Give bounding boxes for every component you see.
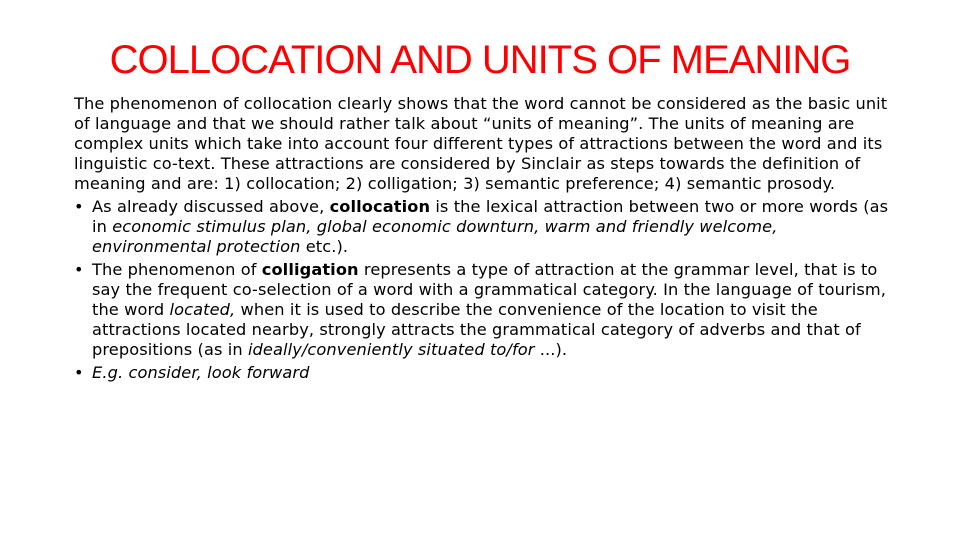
bullet-text: etc.). xyxy=(300,237,349,256)
collocation-examples: economic stimulus plan, global economic downturn, warm and friendly welcome, environmental protection xyxy=(92,217,778,256)
bullet-examples xyxy=(74,363,894,383)
slide-title: COLLOCATION AND UNITS OF MEANING xyxy=(109,38,851,82)
bullet-list xyxy=(74,197,894,383)
bullet-text: As already discussed above, xyxy=(92,197,330,216)
bullet-marker: • xyxy=(74,197,84,216)
intro-paragraph: The phenomenon of collocation clearly shows that the word cannot be considered as the basic unit of language and that we should rather talk about “units of meaning”. The units of meaning are complex units which take into account four different types of attractions between the word and its linguistic co-text. These attractions are considered by Sinclair as steps towards the definition of meaning and are: 1) collocation; 2) colligation; 3) semantic preference; 4) semantic prosody. xyxy=(74,94,888,193)
bullet-collocation xyxy=(74,197,894,257)
bullet-text: when it is used to describe the convenience of the location to visit the attractions located nearby, strongly attracts the grammatical category of adverbs and that of prepositions (as in xyxy=(92,300,861,359)
colligation-example: ideally/conveniently situated to/for xyxy=(247,340,535,359)
bullet-colligation xyxy=(74,260,894,360)
example-verbs: E.g. consider, look forward xyxy=(92,363,310,382)
term-collocation: collocation xyxy=(329,197,431,216)
bullet-text: ...). xyxy=(534,340,568,359)
bullet-marker: • xyxy=(74,260,84,279)
bullet-text: represents a type of attraction at the grammar level, that is to say the frequent co-selection of a word with a grammatical category. In the language of tourism, the word xyxy=(92,260,887,319)
bullet-text: The phenomenon of xyxy=(92,260,262,279)
term-colligation: colligation xyxy=(261,260,359,279)
bullet-marker: • xyxy=(74,363,84,382)
bullet-text: is the lexical attraction between two or more words (as in xyxy=(92,197,889,236)
example-word-located: located, xyxy=(169,300,236,319)
slide-body xyxy=(74,94,894,383)
